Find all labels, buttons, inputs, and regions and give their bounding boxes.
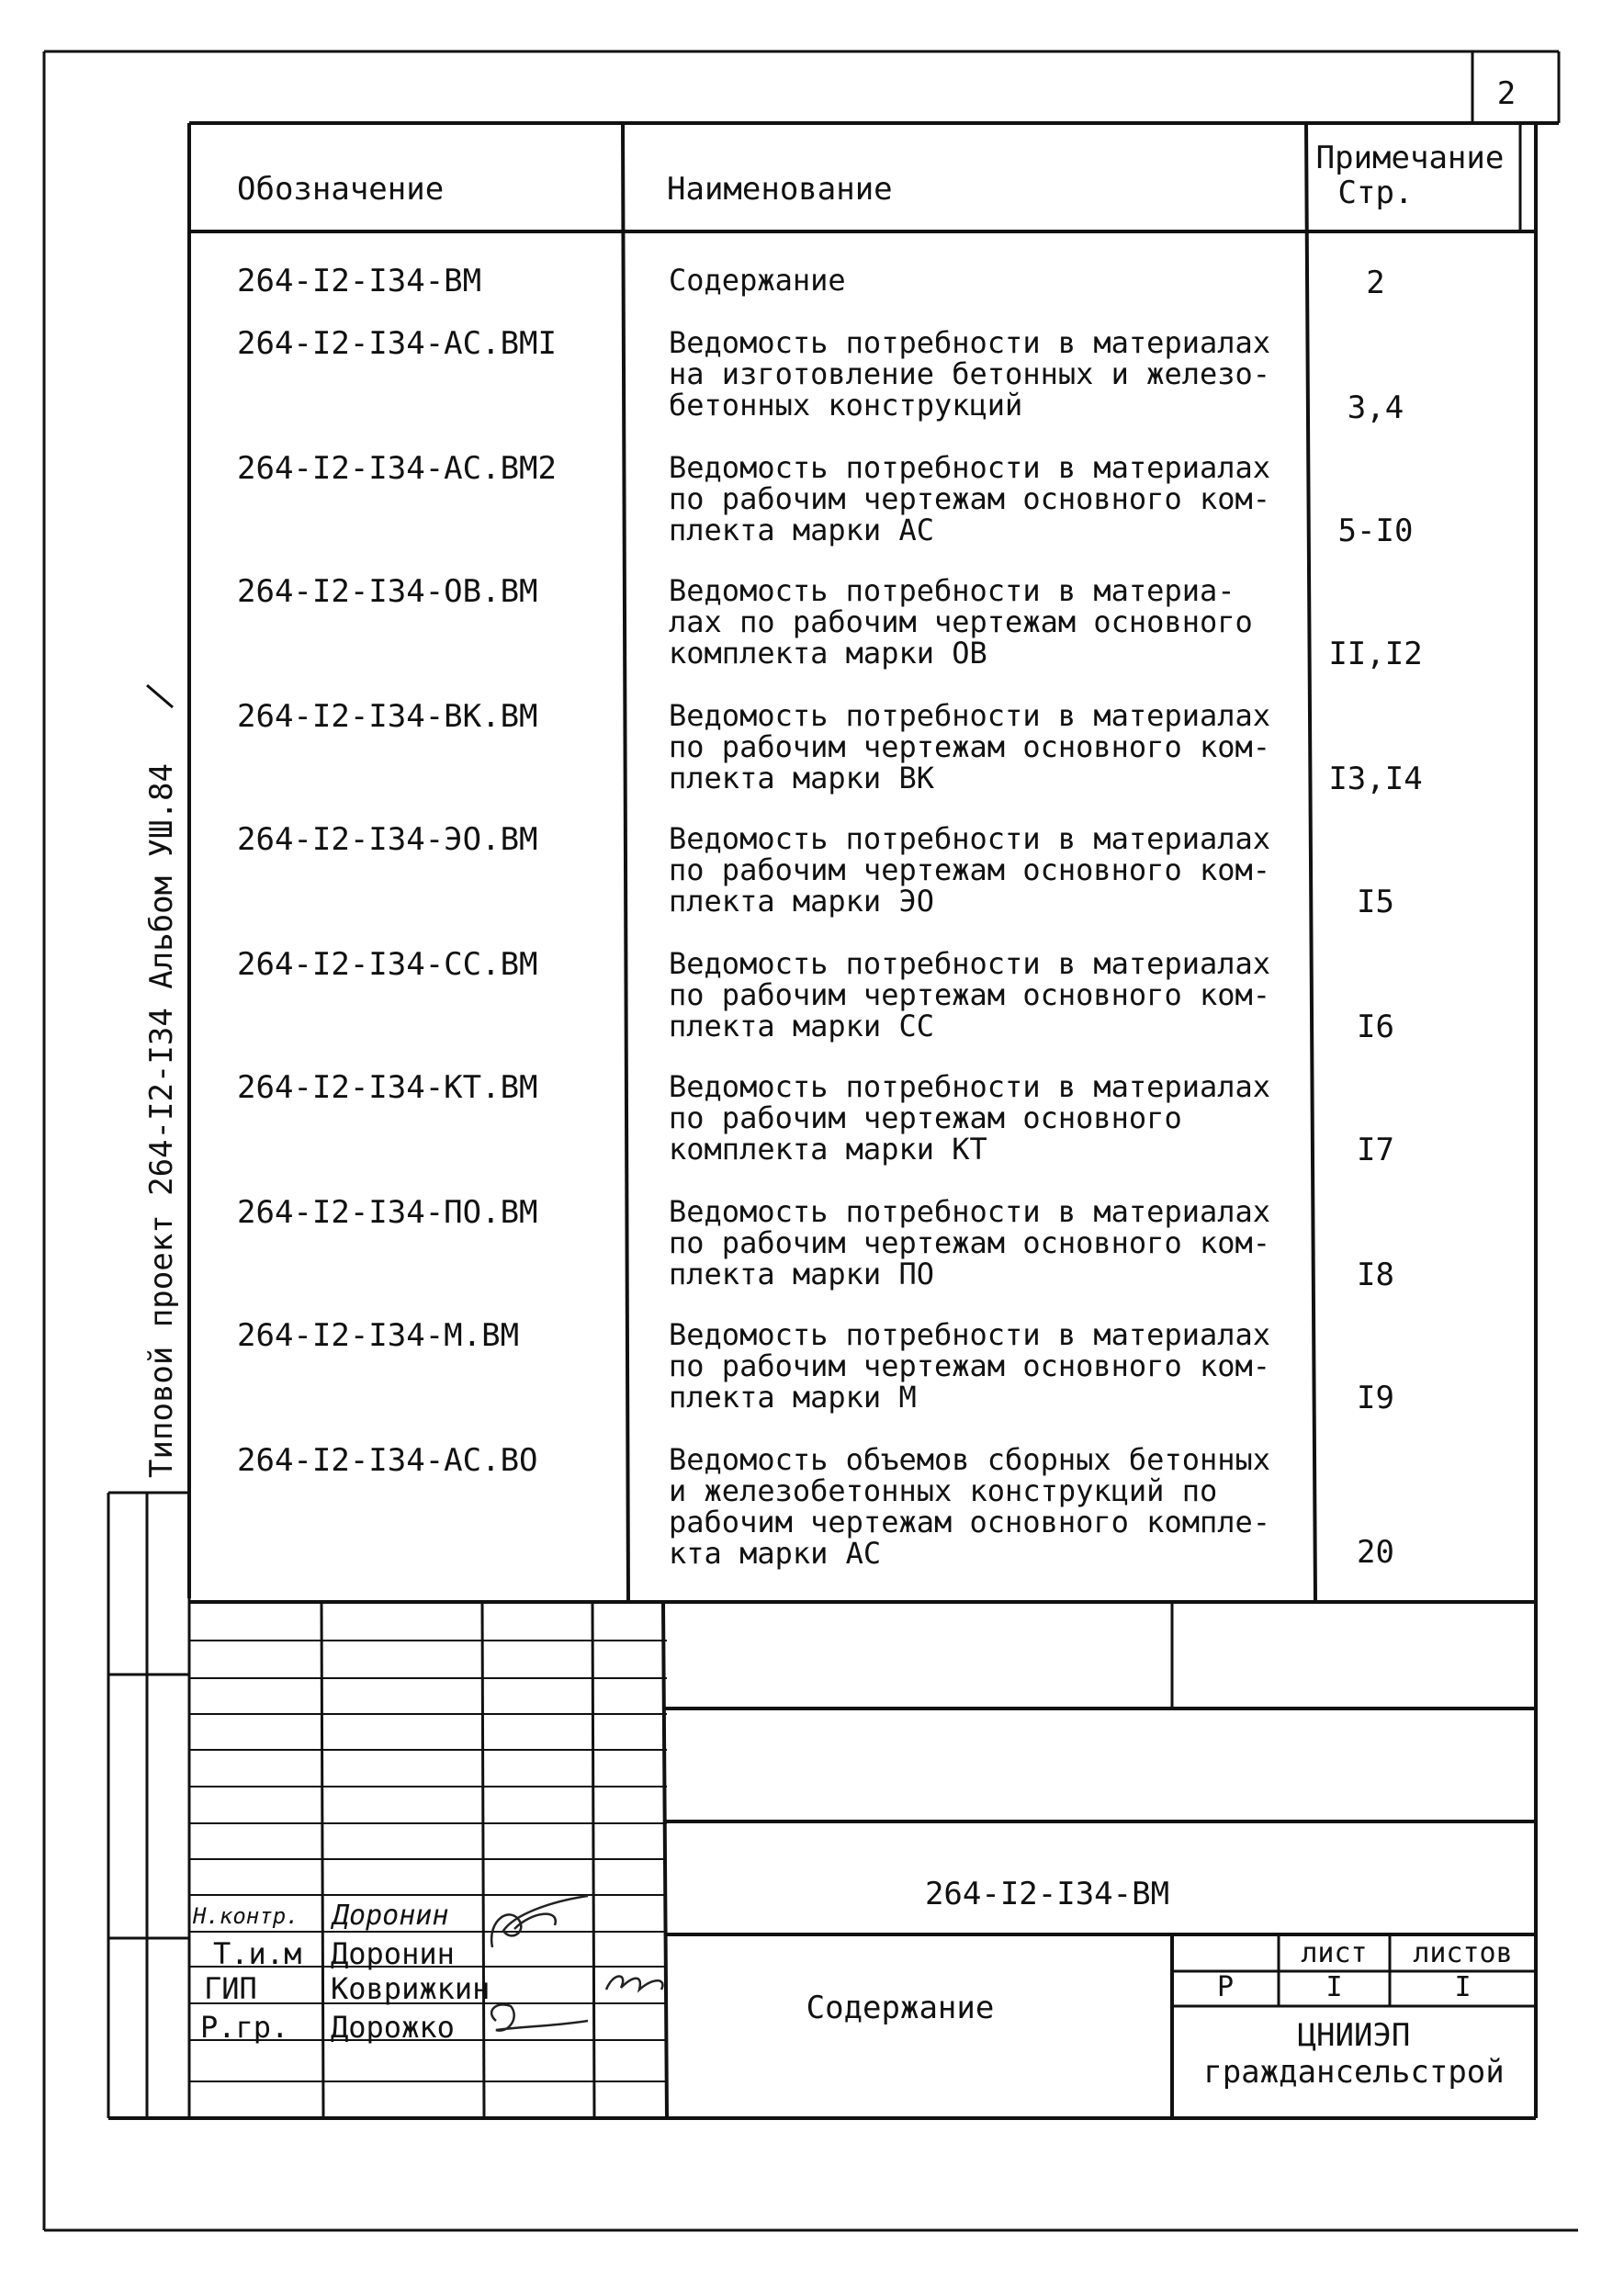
row-code: 264-I2-I34-ПО.ВМ [237, 1194, 538, 1231]
signer-name: Доронин [331, 1936, 455, 1971]
signer-name: Дорожко [331, 2010, 455, 2045]
row-page: I5 [1357, 884, 1394, 920]
row-page: I6 [1357, 1009, 1394, 1045]
sheet-value: I [1325, 1971, 1343, 2003]
sheet-title: Содержание [806, 1990, 995, 2026]
row-page: II,I2 [1328, 636, 1423, 672]
row-name: Ведомость потребности в материалах по рабочим чертежам основного ком- плекта марки СС [669, 946, 1271, 1043]
row-code: 264-I2-I34-ЭО.ВМ [237, 821, 538, 858]
row-page: I3,I4 [1328, 761, 1423, 797]
row-page: 5-I0 [1337, 513, 1414, 549]
signer-role: Н.контр. [193, 1903, 299, 1929]
sheets-header: листов [1413, 1937, 1513, 1969]
header-name: Наименование [667, 171, 893, 208]
row-page: 2 [1366, 265, 1385, 301]
org-line-2: граждансельстрой [1203, 2054, 1505, 2091]
signer-name: Доронин [333, 1900, 449, 1932]
row-page: I7 [1357, 1132, 1394, 1168]
row-name: Ведомость потребности в материалах по рабочим чертежам основного ком- плекта марки ЭО [669, 821, 1271, 919]
sheets-value: I [1454, 1971, 1472, 2003]
sheet-header: лист [1301, 1937, 1368, 1969]
row-code: 264-I2-I34-ОВ.ВМ [237, 573, 538, 610]
signer-role: Т.и.м [213, 1936, 302, 1971]
row-code: 264-I2-I34-АС.ВМ2 [237, 450, 557, 487]
row-code: 264-I2-I34-СС.ВМ [237, 946, 538, 983]
row-name: Ведомость объемов сборных бетонных и железобетонных конструкций по рабочим чертежам основного компле- кта марки АС [669, 1442, 1271, 1571]
row-name: Ведомость потребности в материалах на изготовление бетонных и железо- бетонных конструкций [669, 325, 1271, 423]
side-label: Типовой проект 264-I2-I34 Альбом УШ.84 [143, 763, 180, 1478]
row-code: 264-I2-I34-АС.ВО [237, 1442, 538, 1479]
row-name: Ведомость потребности в материалах по рабочим чертежам основного ком- плекта марки АС [669, 450, 1271, 547]
row-page: 20 [1357, 1534, 1394, 1571]
signer-name: Коврижкин [331, 1971, 491, 2006]
row-page: 3,4 [1347, 389, 1404, 426]
header-designation: Обозначение [237, 171, 445, 208]
row-name: Ведомость потребности в материалах по рабочим чертежам основного ком- плекта марки М [669, 1317, 1271, 1415]
row-page: I9 [1357, 1380, 1394, 1416]
stage-value: Р [1216, 1971, 1235, 2003]
row-code: 264-I2-I34-ВК.ВМ [237, 698, 538, 735]
row-code: 264-I2-I34-КТ.ВМ [237, 1069, 538, 1106]
document-code: 264-I2-I34-ВМ [924, 1876, 1170, 1912]
row-name: Ведомость потребности в материалах по рабочим чертежам основного ком- плекта марки ПО [669, 1194, 1271, 1291]
row-name: Ведомость потребности в материа- лах по рабочим чертежам основного комплекта марки ОВ [669, 573, 1253, 671]
row-name: Содержание [669, 263, 846, 298]
row-name: Ведомость потребности в материалах по рабочим чертежам основного комплекта марки КТ [669, 1069, 1271, 1167]
row-code: 264-I2-I34-АС.ВМI [237, 325, 557, 362]
signer-role: ГИП [204, 1971, 257, 2006]
signer-role: Р.гр. [200, 2010, 289, 2045]
sheet-number: 2 [1496, 75, 1517, 112]
row-name: Ведомость потребности в материалах по рабочим чертежам основного ком- плекта марки ВК [669, 698, 1271, 795]
row-code: 264-I2-I34-М.ВМ [237, 1317, 520, 1354]
org-line-1: ЦНИИЭП [1297, 2017, 1411, 2054]
header-page: Стр. [1337, 175, 1414, 211]
row-page: I8 [1357, 1257, 1394, 1293]
header-note: Примечание [1315, 140, 1505, 176]
row-code: 264-I2-I34-ВМ [237, 263, 482, 299]
